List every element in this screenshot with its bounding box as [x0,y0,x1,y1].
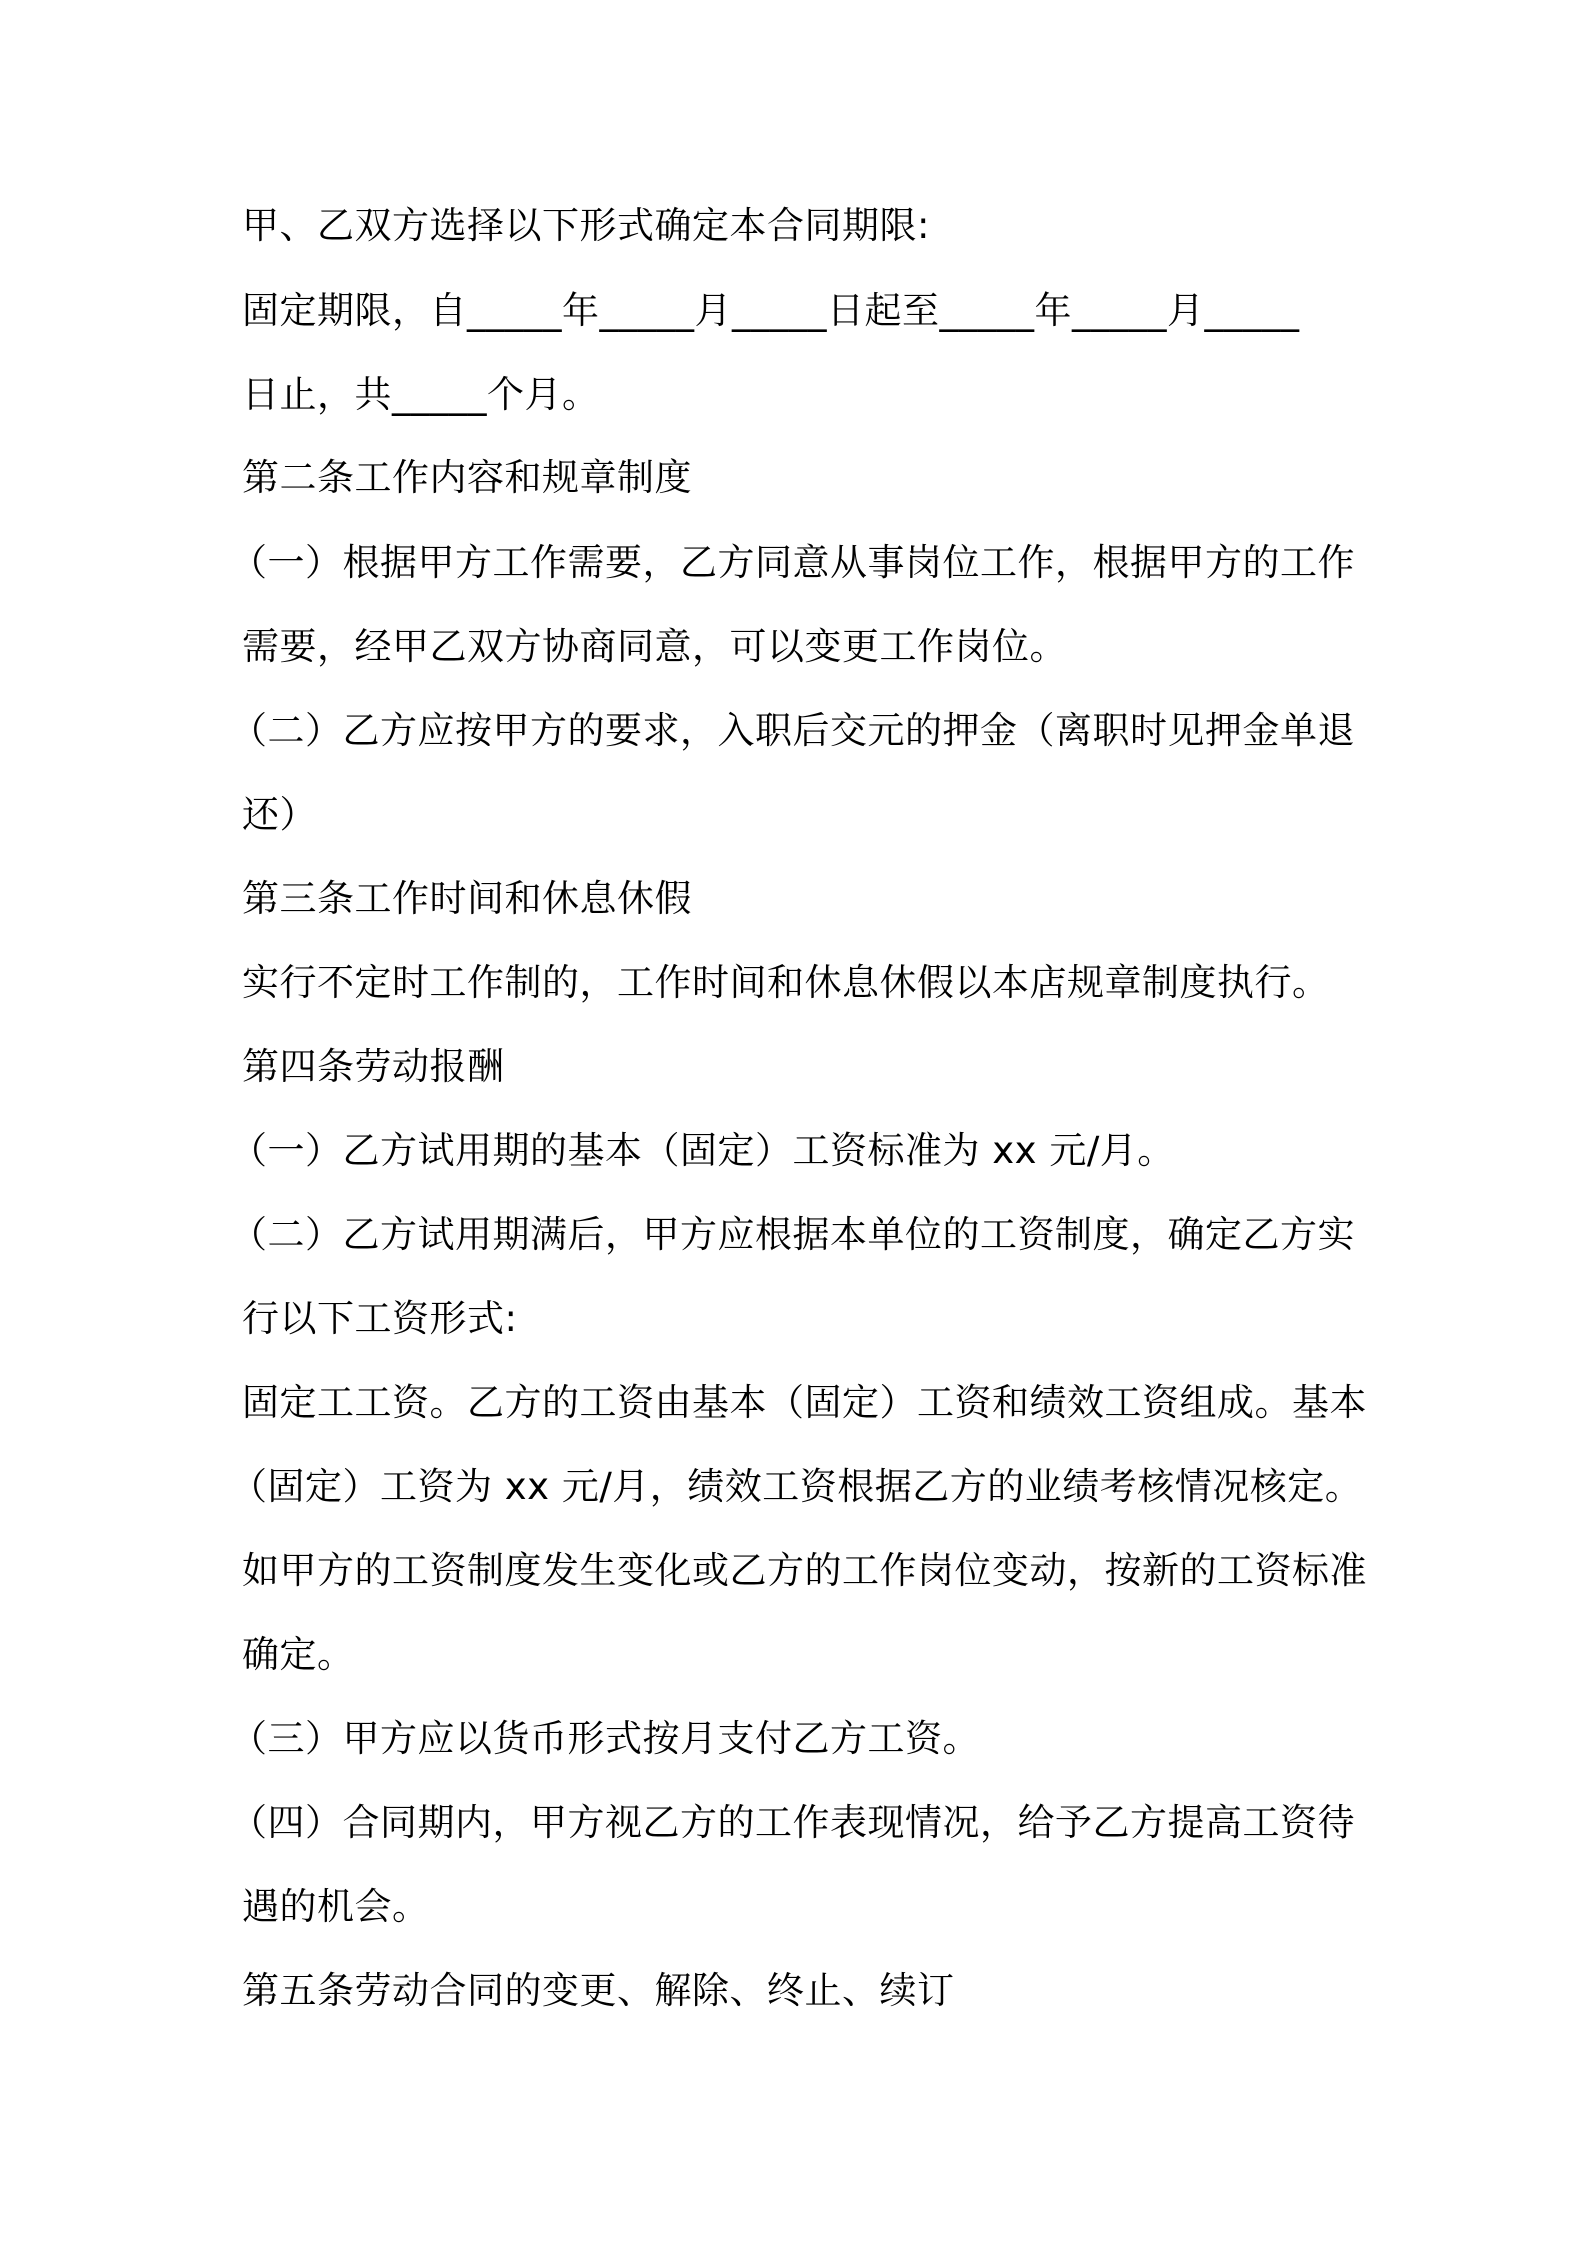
fixed-wage-paragraph: 固定工工资。乙方的工资由基本（固定）工资和绩效工资组成。基本 [242,1381,1367,1424]
article-4-clause-4: （四）合同期内，甲方视乙方的工作表现情况，给予乙方提高工资待 [230,1801,1355,1844]
fixed-wage-paragraph-cont: （固定）工资为 xx 元/月，绩效工资根据乙方的业绩考核情况核定。 [230,1465,1363,1508]
article-4-clause-1: （一）乙方试用期的基本（固定）工资标准为 xx 元/月。 [230,1129,1175,1172]
fixed-term-line-end: 日止，共_____个月。 [242,373,600,416]
contract-term-intro: 甲、乙双方选择以下形式确定本合同期限: [242,204,930,247]
article-2-clause-2-cont: 还） [242,793,317,836]
wage-change-paragraph-cont: 确定。 [242,1633,355,1676]
article-4-heading: 第四条劳动报酬 [242,1045,505,1088]
article-2-heading: 第二条工作内容和规章制度 [242,456,692,499]
article-4-clause-4-cont: 遇的机会。 [242,1885,430,1928]
article-3-heading: 第三条工作时间和休息休假 [242,877,692,920]
article-4-clause-3: （三）甲方应以货币形式按月支付乙方工资。 [230,1717,980,1760]
article-4-clause-2: （二）乙方试用期满后，甲方应根据本单位的工资制度，确定乙方实 [230,1213,1355,1256]
wage-change-paragraph: 如甲方的工资制度发生变化或乙方的工作岗位变动，按新的工资标准 [242,1549,1367,1592]
fixed-term-line: 固定期限，自_____年_____月_____日起至_____年_____月_____ [242,289,1300,332]
article-3-body: 实行不定时工作制的，工作时间和休息休假以本店规章制度执行。 [242,961,1330,1004]
article-5-heading: 第五条劳动合同的变更、解除、终止、续订 [242,1969,955,2012]
article-2-clause-2: （二）乙方应按甲方的要求，入职后交元的押金（离职时见押金单退 [230,709,1355,752]
article-2-clause-1-cont: 需要，经甲乙双方协商同意，可以变更工作岗位。 [242,625,1067,668]
article-2-clause-1: （一）根据甲方工作需要，乙方同意从事岗位工作，根据甲方的工作 [230,541,1355,584]
article-4-clause-2-cont: 行以下工资形式: [242,1297,518,1340]
